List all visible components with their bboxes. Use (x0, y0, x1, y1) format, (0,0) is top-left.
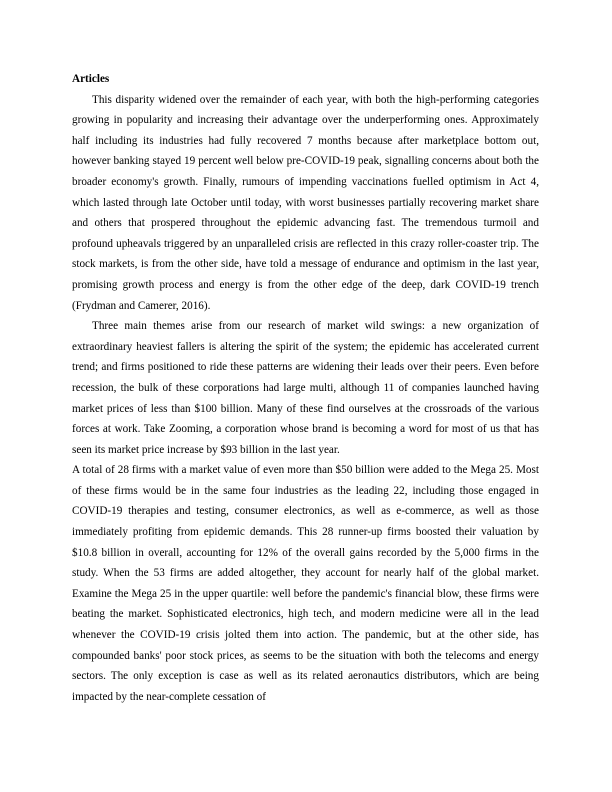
paragraph-2: Three main themes arise from our research of market wild swings: a new organization of extraordinary heaviest fallers is altering the spirit of the system; the epidemic has accelerated current trend; and firms positioned to ride these patterns are widening their leads over their peers. Even before recession, the bulk of these corporations had large multi, although 11 of companies launched having market prices of less than $100 billion. Many of these find ourselves at the crossroads of the various forces at work. Take Zooming, a corporation whose brand is becoming a word for most of us that has seen its market price increase by $93 billion in the last year. (72, 320, 539, 456)
section-heading: Articles (72, 73, 110, 85)
paragraph-1: This disparity widened over the remainder of each year, with both the high-performing categories growing in popularity and increasing their advantage over the underperforming ones. Approximately half including its industries had fully recovered 7 months because after marketplace bottom out, however banking stayed 19 percent well below pre-COVID-19 peak, signalling concerns about both the broader economy's growth. Finally, rumours of impending vaccinations fuelled optimism in Act 4, which lasted through late October until today, with worst businesses partially recovering market share and others that prospered throughout the epidemic advancing fast. The tremendous turmoil and profound upheavals triggered by an unparalleled crisis are reflected in this crazy roller-coaster trip. The stock markets, is from the other side, have told a message of endurance and optimism in the last year, promising growth process and energy is from the other edge of the deep, dark COVID-19 trench (Frydman and Camerer, 2016). (72, 93, 539, 312)
paragraph-3: A total of 28 firms with a market value of even more than $50 billion were added to the Mega 25. Most of these firms would be in the same four industries as the leading 22, including those engaged in COVID-19 therapies and testing, consumer electronics, as well as e-commerce, as well as those immediately profiting from epidemic demands. This 28 runner-up firms boosted their valuation by $10.8 billion in overall, accounting for 12% of the overall gains recorded by the 5,000 firms in the study. When the 53 firms are added altogether, they account for nearly half of the global market. Examine the Mega 25 in the upper quartile: well before the pandemic's financial blow, these firms were beating the market. Sophisticated electronics, high tech, and modern medicine were all in the lead whenever the COVID-19 crisis jolted them into action. The pandemic, but at the other side, has compounded banks' poor stock prices, as seems to be the situation with both the telecoms and energy sectors. The only exception is case as well as its related aeronautics distributors, which are being impacted by the near-complete cessation of (72, 464, 539, 703)
document-body (72, 69, 539, 707)
